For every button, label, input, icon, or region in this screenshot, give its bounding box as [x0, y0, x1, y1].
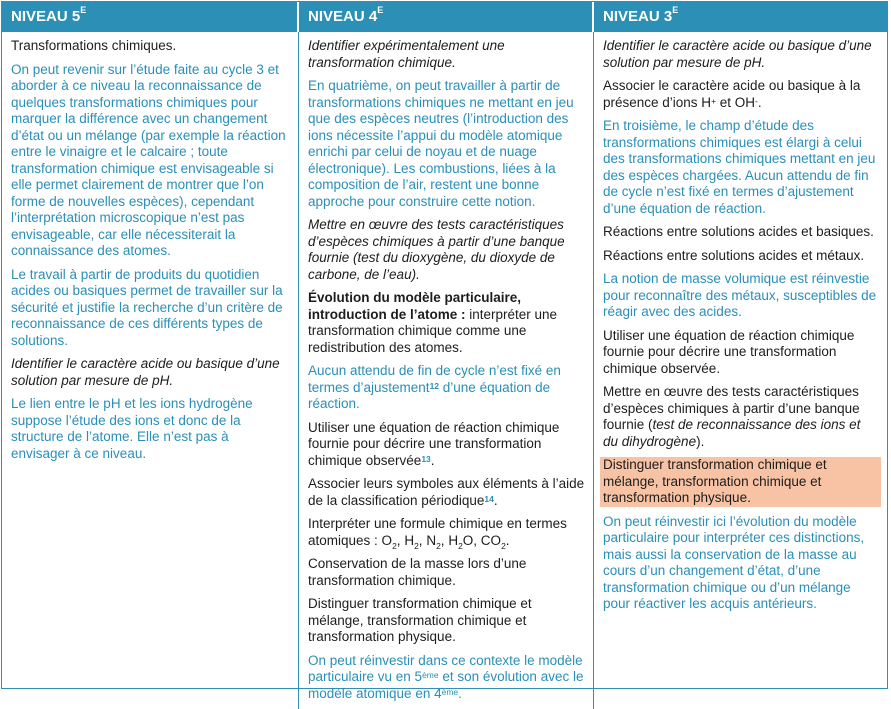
formula: $O_2$, [381, 532, 405, 551]
paragraph: On peut revenir sur l’étude faite au cycle 3 et aborder à ce niveau la reconnaissance de quelques transformations chimiques pour marquer la différence avec un changement d’état ou un mélange (par exemple la réaction entre le vinaigre et le calcaire ; toute transformation chimique est envisageable si elle permet clairement de montrer que l’on forme de nouvelles espèces), cependant l’interprétation microscopique n’est pas envisageable, car elle nécessiterait la connaissance des atomes. [11, 61, 286, 258]
paragraph: Associer leurs symboles aux éléments à l’aide de la classification périodique$^{14}$. [308, 476, 585, 508]
paragraph: Utiliser une équation de réaction chimique fournie pour décrire une transformation chimique observée. [603, 327, 855, 376]
curriculum-table [1, 1, 888, 701]
paragraph: Mettre en œuvre des tests caractéristiques d’espèces chimiques à partir d’une banque fournie (test de reconnaissance des ions et du dihydrogène). [603, 384, 861, 449]
paragraph: Évolution du modèle particulaire, introduction de l’atome : interpréter une transformation chimique comme une redistribution des atomes. [308, 290, 558, 355]
header-niveau-3: NIVEAU $3^E$ [603, 5, 679, 25]
footnote-ref: 14 [484, 493, 494, 504]
paragraph: Le lien entre le pH et les ions hydrogène suppose l’étude des ions et donc de la structure de l’atome. Elle n’est pas à envisager à ce niveau. [11, 396, 253, 461]
header-niveau-5: NIVEAU $5^E$ [2, 2, 299, 32]
formula: O, $CO_2$. [462, 532, 510, 551]
paragraph: En quatrième, on peut travailler à partir de transformations chimiques ne mettant en jeu que des espèces neutres (l’introduction des ions nécessite l’appui du modèle atomique enrichi par celui de noyau et de nuage électronique). Les combustions, liées à la composition de l’air, restent une bonne approche pour construire cette notion. [308, 78, 574, 209]
paragraph: Réactions entre solutions acides et basiques. [603, 224, 874, 239]
column-niveau-5 [2, 32, 299, 709]
paragraph: On peut réinvestir ici l’évolution du modèle particulaire pour interpréter ces distinctions, mais aussi la conservation de la masse au cours d’un changement d’état, d’une transformation chimique ou d’un mélange pour réactiver les acquis antérieurs. [603, 513, 865, 611]
paragraph: Conservation de la masse lors d’une transformation chimique. [308, 556, 527, 588]
footnote-ref: 13 [421, 453, 431, 464]
paragraph: Transformations chimiques. [11, 38, 177, 53]
paragraph: Le travail à partir de produits du quotidien acides ou basiques permet de travailler sur la sécurité et justifie la recherche d’un critère de reconnaissance de ces différents types de solutions. [11, 266, 283, 348]
paragraph: Réactions entre solutions acides et métaux. [603, 247, 865, 263]
column-niveau-3 [594, 32, 887, 709]
highlighted-paragraph: Distinguer transformation chimique et mélange, transformation chimique et transformation physique. [600, 457, 881, 507]
column-niveau-4 [299, 32, 594, 709]
paragraph: Mettre en œuvre des tests caractéristiques d’espèces chimiques à partir d’une banque fournie (test du dioxygène, du dioxyde de carbone, de l’eau). [308, 217, 565, 282]
paragraph: Interpréter une formule chimique en termes atomiques : $O_2$, $H_2$, $N_2$, $H_2O$, $CO_2$. [308, 516, 567, 551]
paragraph: Identifier le caractère acide ou basique d’une solution par mesure de pH. [11, 356, 280, 388]
paragraph: Identifier expérimentalement une transformation chimique. [308, 38, 505, 70]
paragraph: Associer le caractère acide ou basique à la présence d’ions H+ et OH-. [603, 78, 861, 110]
paragraph: Identifier le caractère acide ou basique d’une solution par mesure de pH. [603, 38, 872, 70]
table-body-row [2, 32, 887, 709]
header-niveau-4: NIVEAU $4^E$ [299, 2, 594, 32]
paragraph: On peut réinvestir dans ce contexte le modèle particulaire vu en 5ème et son évolution avec le modèle atomique en 4ème. [308, 652, 584, 701]
table-header-row [2, 2, 887, 32]
paragraph: La notion de masse volumique est réinvestie pour reconnaître des métaux, susceptibles de réagir avec des acides. [603, 271, 877, 319]
paragraph: En troisième, le champ d’étude des transformations chimiques est élargi à celui des transformations chimiques mettant en jeu des espèces chargées. Aucun attendu de fin de cycle n’est fixé en termes d’ajustement d’une équation de réaction. [603, 118, 876, 216]
formula: $N_2$, [426, 532, 449, 551]
paragraph: Distinguer transformation chimique et mélange, transformation chimique et transformation physique. [308, 596, 532, 644]
formula: $H_2$ [448, 532, 463, 551]
footnote-ref: 12 [429, 380, 440, 391]
paragraph: Utiliser une équation de réaction chimique fournie pour décrire une transformation chimique observée$^{13}$. [308, 419, 560, 468]
formula: $H_2$, [404, 532, 427, 551]
paragraph: Aucun attendu de fin de cycle n’est fixé en termes d’ajustement$^{12}$ d’une équation de réaction. [308, 363, 561, 411]
